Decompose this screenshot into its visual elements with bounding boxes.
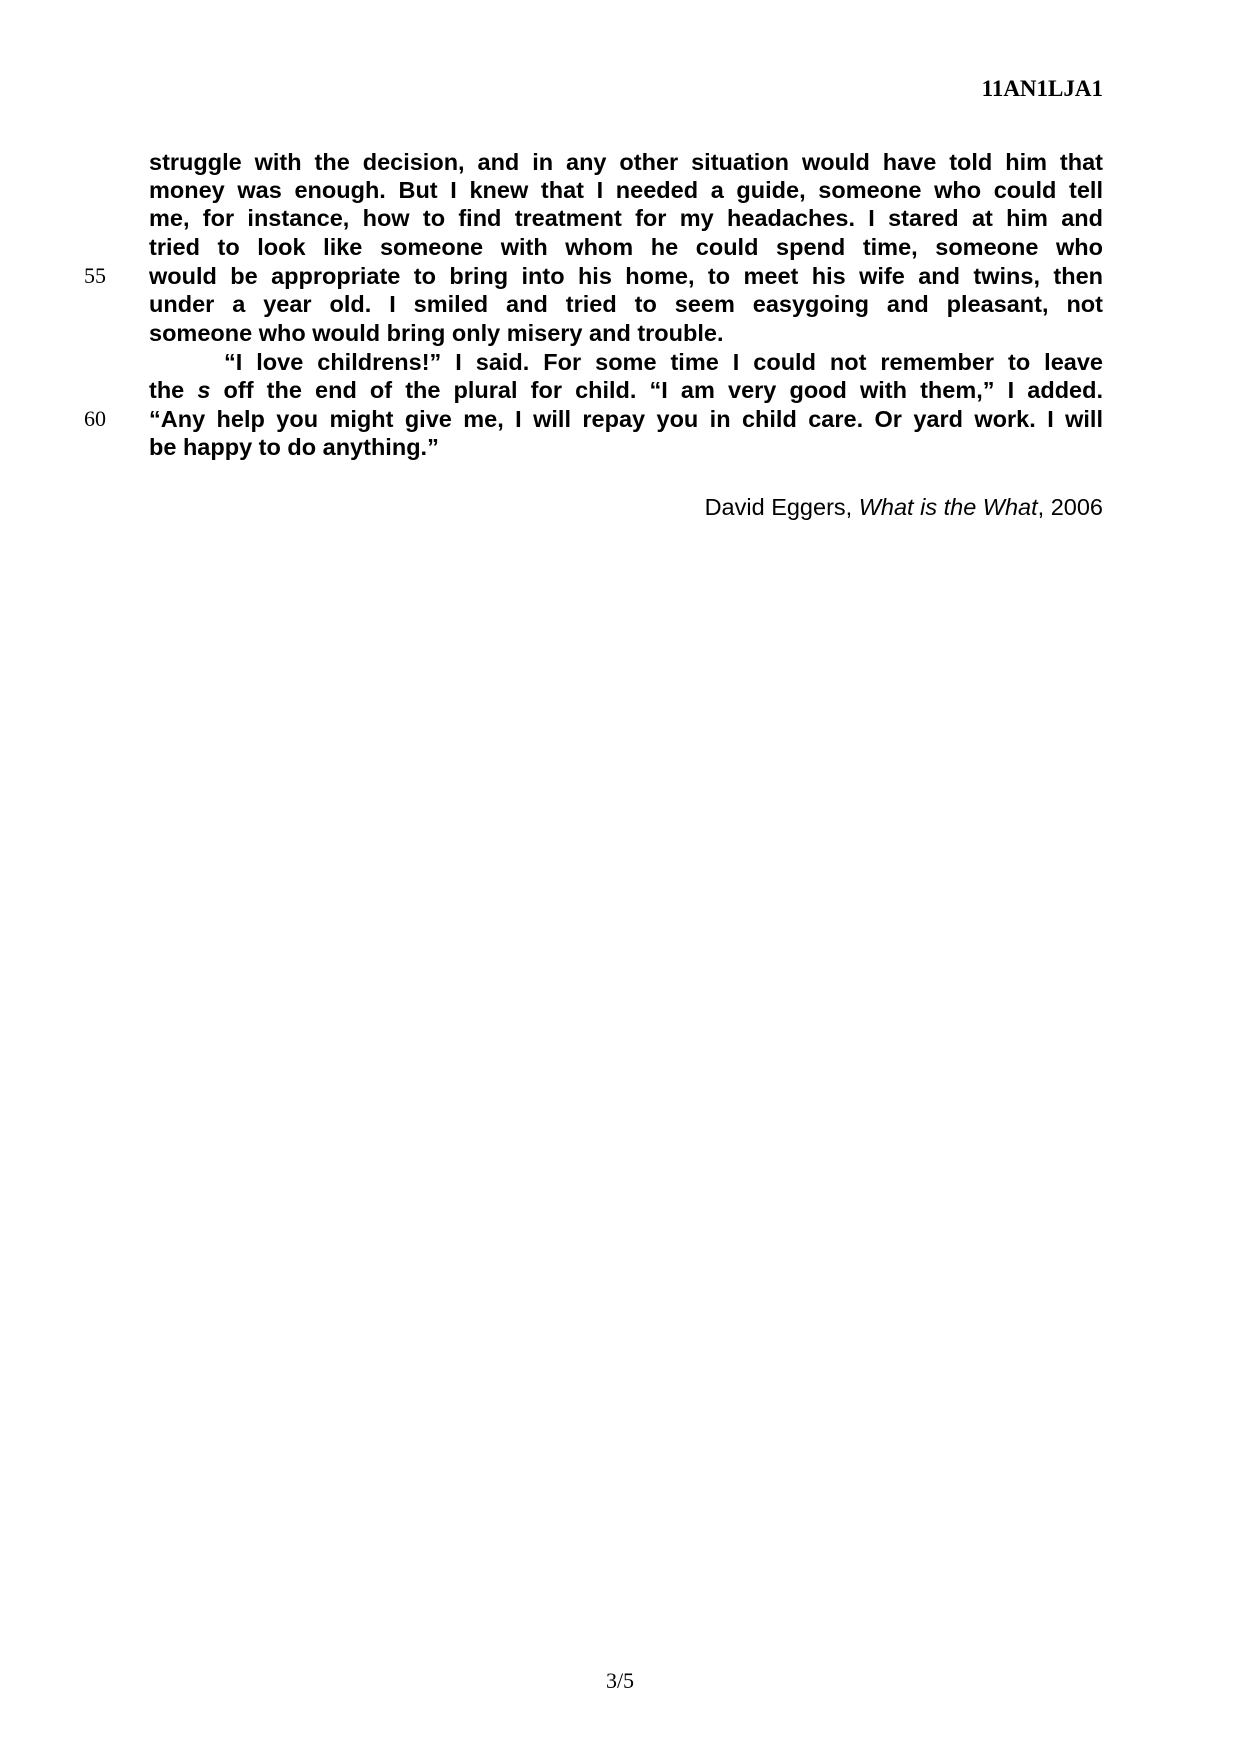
passage-line: “I love childrens!” I said. For some time I could not remember to leave xyxy=(224,349,1103,375)
source-title: What is the What xyxy=(858,494,1038,520)
passage-line: tried to look like someone with whom he could spend time, someone who xyxy=(149,234,1103,260)
page-number: 3/5 xyxy=(605,1668,635,1693)
passage-line: “Any help you might give me, I will repay you in child care. Or yard work. I will xyxy=(149,406,1103,432)
passage-line: someone who would bring only misery and trouble. xyxy=(149,320,724,346)
exam-code: 11AN1LJA1 xyxy=(981,76,1103,101)
passage-text: off the end of the plural for child. “I am very good with them,” I added. xyxy=(210,377,1103,403)
source-author: David Eggers, xyxy=(704,494,859,520)
source-citation xyxy=(705,494,1103,521)
italic-letter: s xyxy=(197,377,211,403)
line-number: 60 xyxy=(84,406,106,431)
line-number: 55 xyxy=(84,263,106,288)
passage-line xyxy=(149,376,1103,404)
passage-line: money was enough. But I knew that I needed a guide, someone who could tell xyxy=(149,177,1103,203)
passage-line: be happy to do anything.” xyxy=(149,434,439,460)
passage-line: struggle with the decision, and in any other situation would have told him that xyxy=(149,149,1103,175)
passage-line: me, for instance, how to find treatment for my headaches. I stared at him and xyxy=(149,205,1103,231)
passage-line: would be appropriate to bring into his home, to meet his wife and twins, then xyxy=(149,263,1103,289)
passage-text: the xyxy=(149,377,198,403)
passage-line: under a year old. I smiled and tried to seem easygoing and pleasant, not xyxy=(149,291,1103,317)
source-year: , 2006 xyxy=(1037,494,1103,520)
